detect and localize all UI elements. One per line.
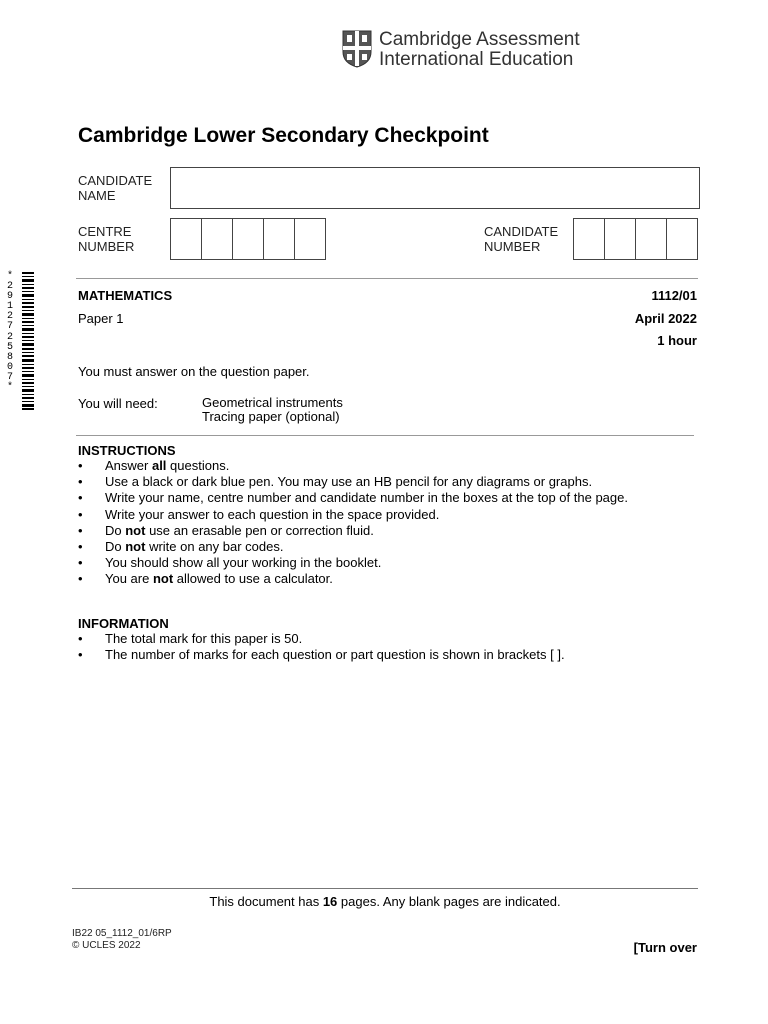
centre-number-field[interactable] bbox=[170, 218, 326, 260]
centre-number-digit-box[interactable] bbox=[294, 218, 326, 260]
paper-code: 1112/01 bbox=[651, 288, 697, 303]
logo-line-2: International Education bbox=[379, 49, 574, 70]
barcode-char: 2 bbox=[6, 331, 13, 343]
need-item: Geometrical instruments bbox=[202, 395, 343, 410]
list-item: • Write your answer to each question in the space provided. bbox=[78, 507, 628, 523]
barcode-char: 1 bbox=[6, 301, 13, 313]
candidate-number-field[interactable] bbox=[573, 218, 698, 260]
centre-number-digit-box[interactable] bbox=[232, 218, 264, 260]
barcode-char: * bbox=[6, 271, 13, 282]
list-item: • Answer all questions. bbox=[78, 458, 628, 474]
candidate-number-label-line1: CANDIDATE bbox=[484, 224, 559, 239]
candidate-name-label bbox=[78, 173, 152, 203]
information-list bbox=[78, 631, 565, 663]
list-item: • The total mark for this paper is 50. bbox=[78, 631, 565, 647]
barcode-char: 2 bbox=[6, 281, 13, 293]
divider bbox=[76, 278, 698, 279]
footer-ref bbox=[72, 928, 172, 952]
turn-over-label: [Turn over bbox=[633, 940, 697, 955]
paper-number: Paper 1 bbox=[78, 311, 124, 326]
list-item: • The number of marks for each question or part question is shown in brackets [ ]. bbox=[78, 647, 565, 663]
footer-divider bbox=[72, 888, 698, 889]
answer-note: You must answer on the question paper. bbox=[78, 364, 310, 379]
cambridge-logo bbox=[342, 30, 582, 72]
centre-number-label bbox=[78, 224, 134, 254]
logo-text bbox=[379, 30, 580, 70]
candidate-number-label-line2: NUMBER bbox=[484, 239, 541, 254]
logo-line-1: Cambridge Assessment bbox=[379, 29, 580, 50]
crest-icon bbox=[342, 30, 372, 68]
page-count-note: This document has 16 pages. Any blank pages are indicated. bbox=[209, 894, 561, 909]
centre-number-label-line1: CENTRE bbox=[78, 224, 132, 239]
barcode-char: 2 bbox=[6, 311, 13, 323]
barcode-icon bbox=[22, 272, 34, 410]
copyright: © UCLES 2022 bbox=[72, 940, 141, 951]
list-item: • Write your name, centre number and candidate number in the boxes at the top of the page. bbox=[78, 490, 628, 506]
candidate-number-digit-box[interactable] bbox=[666, 218, 698, 260]
candidate-number-digit-box[interactable] bbox=[573, 218, 605, 260]
list-item: • Do not write on any bar codes. bbox=[78, 539, 628, 555]
exam-duration: 1 hour bbox=[657, 333, 697, 348]
barcode-char: 5 bbox=[6, 341, 13, 353]
candidate-name-label-line1: CANDIDATE bbox=[78, 173, 153, 188]
need-item: Tracing paper (optional) bbox=[202, 409, 340, 424]
need-label: You will need: bbox=[78, 396, 158, 411]
divider bbox=[76, 435, 694, 436]
list-item: • Do not use an erasable pen or correction fluid. bbox=[78, 523, 628, 539]
information-heading: INFORMATION bbox=[78, 616, 169, 631]
barcode-char: 7 bbox=[6, 371, 13, 383]
barcode-char: 0 bbox=[6, 361, 13, 373]
page-title: Cambridge Lower Secondary Checkpoint bbox=[78, 124, 489, 147]
barcode-char: * bbox=[6, 382, 13, 394]
barcode-char: 8 bbox=[6, 351, 13, 363]
list-item: • You should show all your working in the booklet. bbox=[78, 555, 628, 571]
candidate-number-digit-box[interactable] bbox=[604, 218, 636, 260]
barcode-char: 7 bbox=[6, 321, 13, 333]
list-item: • You are not allowed to use a calculator. bbox=[78, 571, 628, 587]
centre-number-label-line2: NUMBER bbox=[78, 239, 135, 254]
centre-number-digit-box[interactable] bbox=[263, 218, 295, 260]
candidate-number-digit-box[interactable] bbox=[635, 218, 667, 260]
list-item: • Use a black or dark blue pen. You may use an HB pencil for any diagrams or graphs. bbox=[78, 474, 628, 490]
need-items bbox=[202, 396, 343, 424]
centre-number-digit-box[interactable] bbox=[201, 218, 233, 260]
candidate-name-label-line2: NAME bbox=[78, 188, 116, 203]
document-reference: IB22 05_1112_01/6RP bbox=[72, 928, 172, 939]
instructions-heading: INSTRUCTIONS bbox=[78, 443, 176, 458]
exam-date: April 2022 bbox=[634, 311, 697, 326]
instructions-list bbox=[78, 458, 628, 588]
candidate-number-label bbox=[484, 224, 558, 254]
candidate-name-field[interactable] bbox=[170, 167, 700, 209]
centre-number-digit-box[interactable] bbox=[170, 218, 202, 260]
barcode-number bbox=[3, 272, 17, 393]
subject-title: MATHEMATICS bbox=[78, 288, 173, 303]
barcode-char: 9 bbox=[6, 291, 13, 303]
